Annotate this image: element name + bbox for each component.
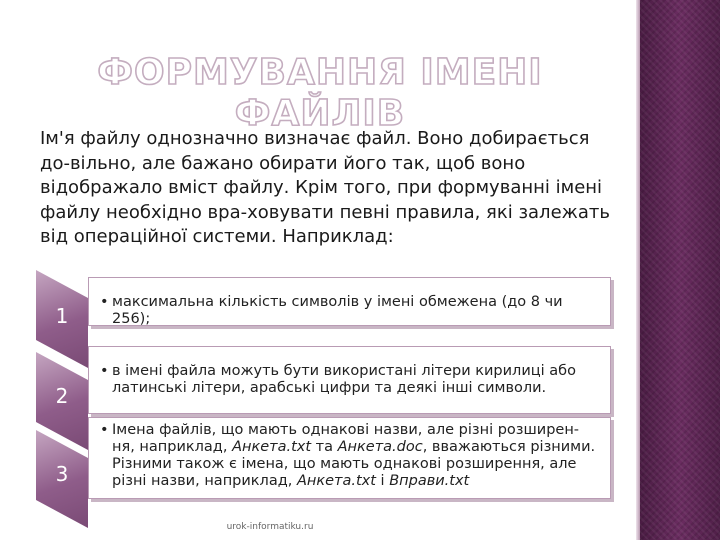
item-3-text-a: Імена файлів, що мають однакові назви, але різні розширен-ня, наприклад, xyxy=(112,422,580,455)
filename-anketa-txt: Анкета.txt xyxy=(232,439,312,455)
bullet-icon: • xyxy=(100,363,109,379)
item-number-3: 3 xyxy=(55,462,69,486)
list-item-3 xyxy=(100,422,600,490)
side-band-edge xyxy=(636,0,640,540)
item-3-text-d: і xyxy=(375,473,390,489)
item-number-1: 1 xyxy=(55,304,69,328)
list-item-text xyxy=(112,422,600,490)
list-item-1 xyxy=(100,294,600,328)
intro-paragraph: Ім'я файлу однозначно визначає файл. Воно добирається до-вільно, але бажано обирати його так, щоб воно відображало вміст файлу. Крім того, при формуванні імені файлу необхідно вра-ховувати певні правила, які залежать від операційної системи. Наприклад: xyxy=(40,128,610,247)
filename-anketa-txt-2: Анкета.txt xyxy=(296,473,376,489)
bullet-icon: • xyxy=(100,422,109,438)
item-number-2: 2 xyxy=(55,384,69,408)
list-item-text: максимальна кількість символів у імені обмежена (до 8 чи 256); xyxy=(112,294,563,327)
list-item-text: в імені файла можуть бути використані літери кирилиці або латинські літери, арабські цифри та деякі інші символи. xyxy=(112,363,576,396)
filename-anketa-doc: Анкета.doc xyxy=(337,439,423,455)
footer-source: urok-informatiku.ru xyxy=(226,522,314,532)
decorative-side-band xyxy=(640,0,720,540)
bullet-icon: • xyxy=(100,294,109,310)
page-title: ФОРМУВАННЯ ІМЕНІ ФАЙЛІВ xyxy=(97,52,543,134)
list-item-2 xyxy=(100,363,600,397)
item-3-text-b: та xyxy=(311,439,338,455)
item-3-text-c: , вважаються різними. Різними також є імена, що мають однакові розширення, але різні назви, наприклад, xyxy=(112,439,596,489)
filename-vpravy-txt: Вправи.txt xyxy=(389,473,470,489)
